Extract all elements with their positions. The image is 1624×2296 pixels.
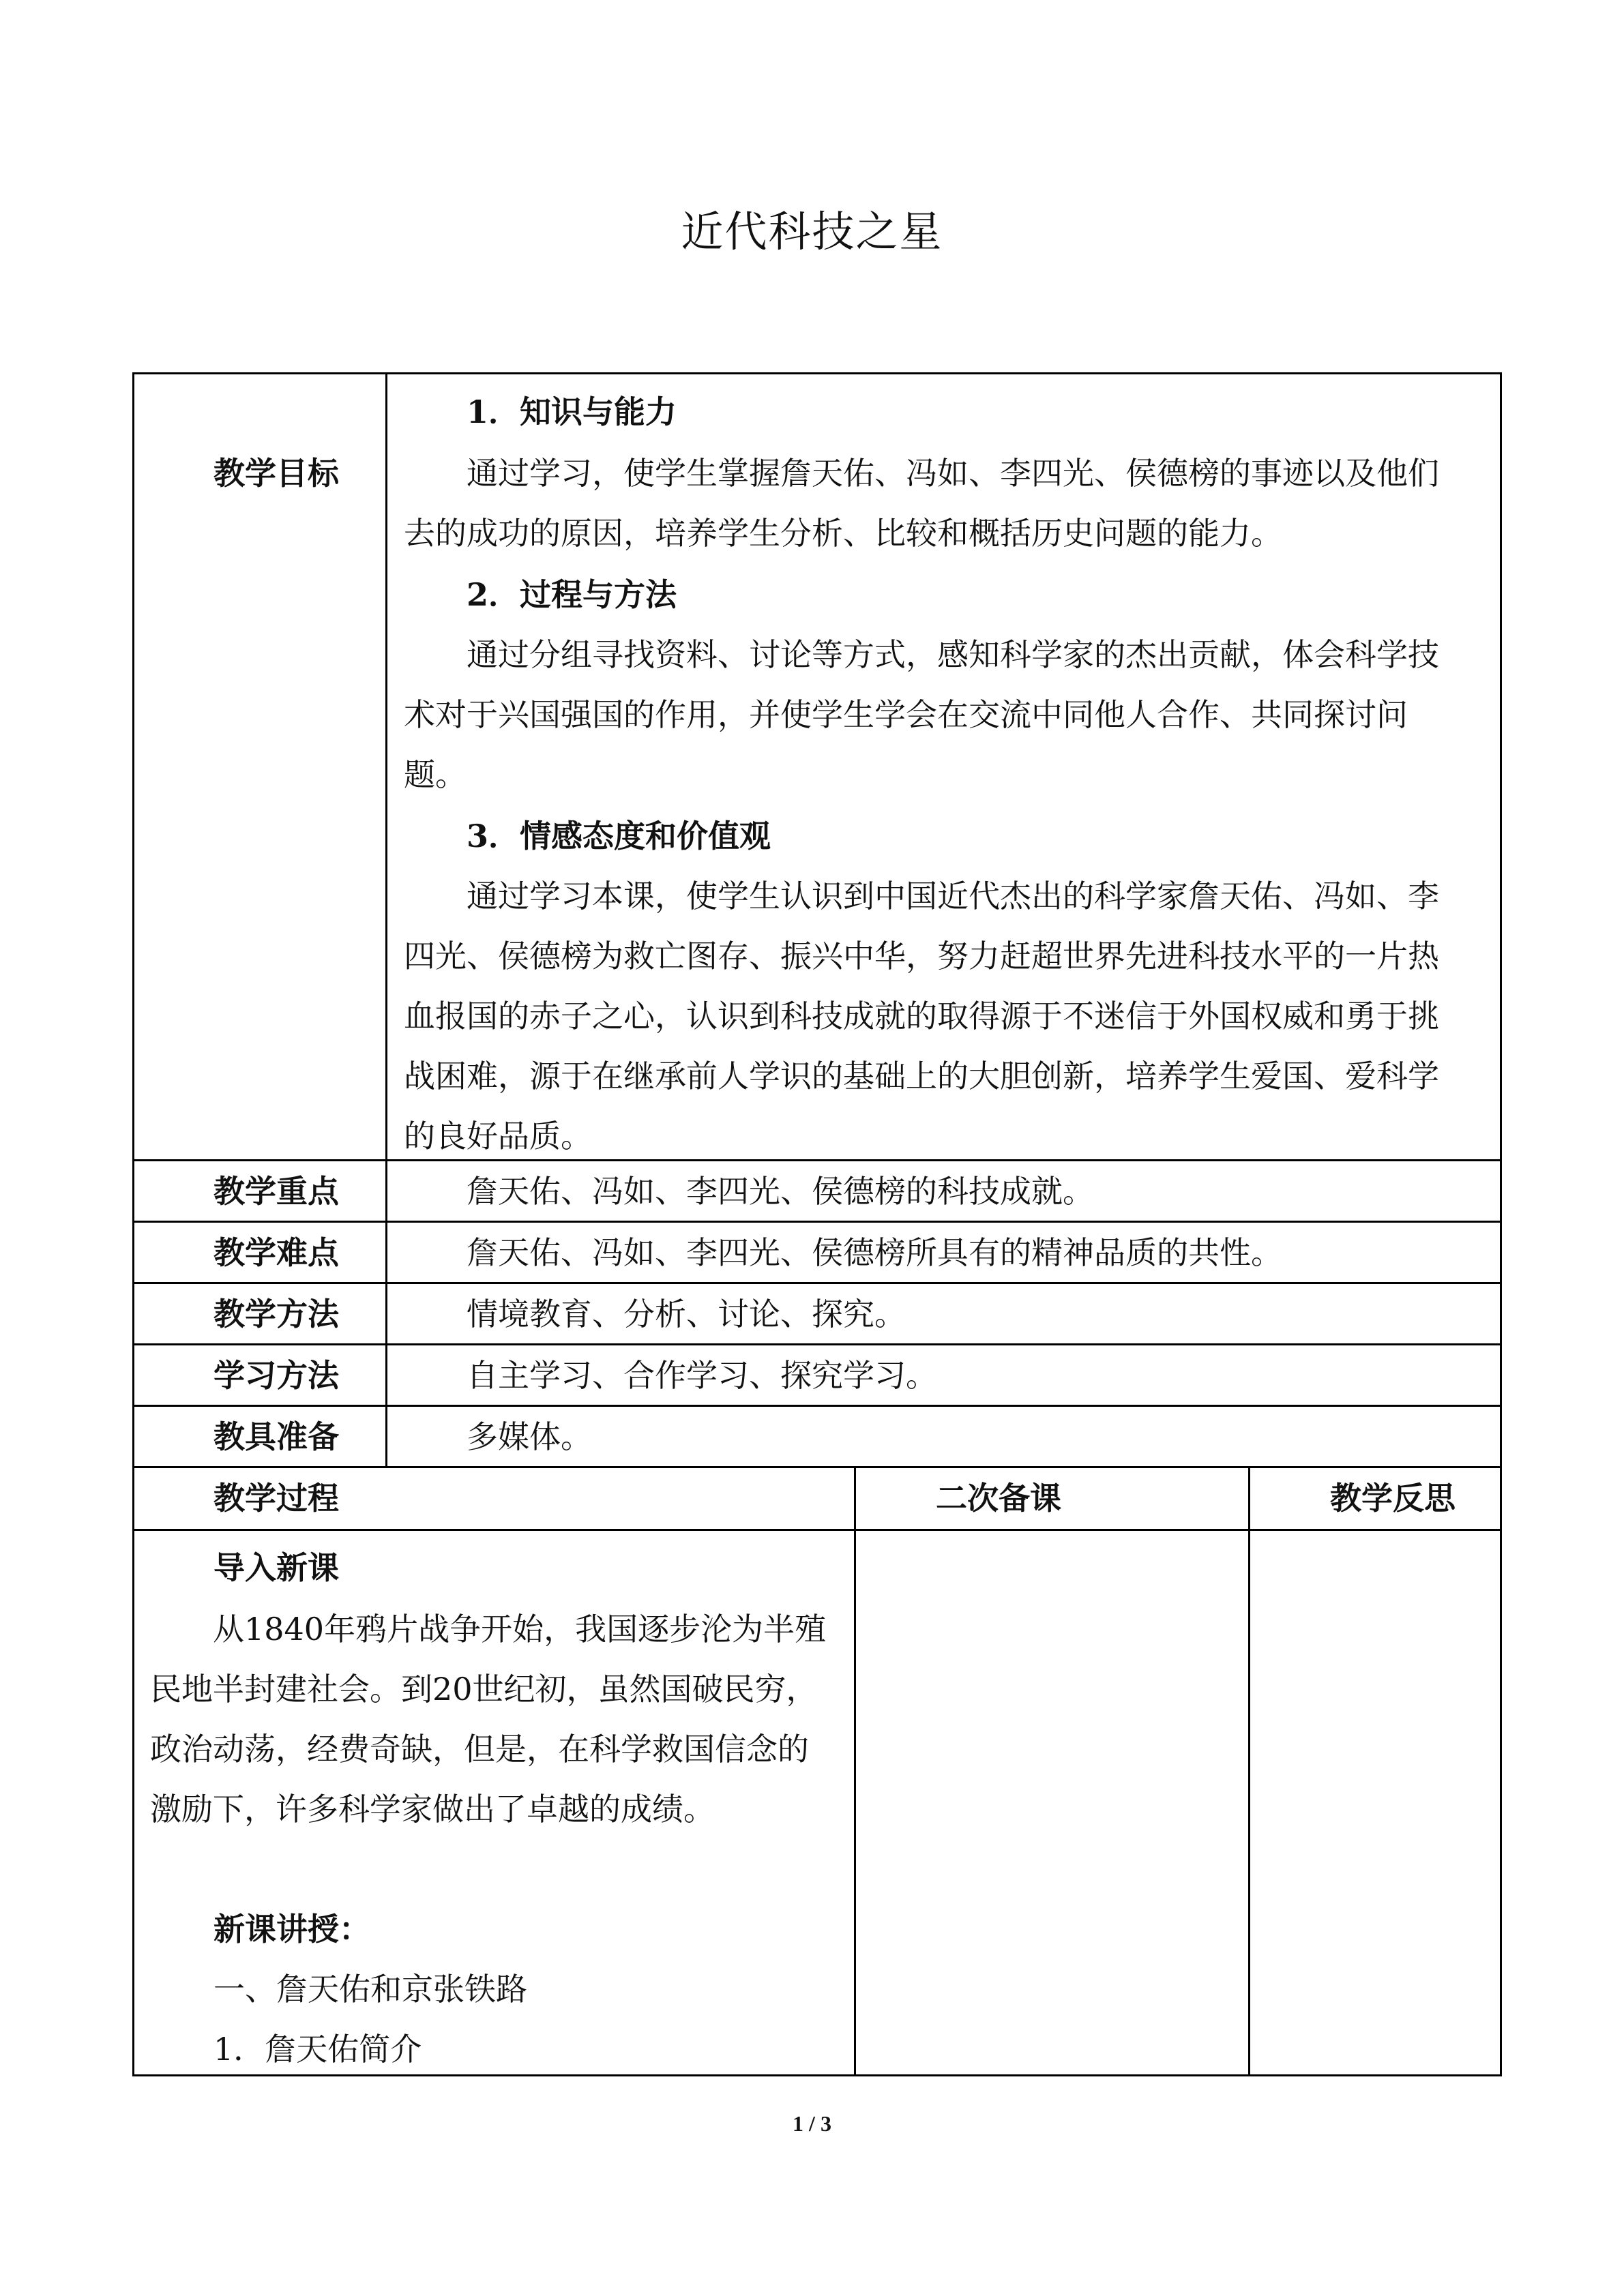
label-column-divider [385,372,387,1468]
objective-text-attitude: 通过学习本课，使学生认识到中国近代杰出的科学家詹天佑、冯如、李四光、侯德榜为救亡图存、振兴中华，努力赶超世界先进科技水平的一片热血报国的赤子之心，认识到科技成就的取得源于不迷信于外国权威和勇于挑战困难，源于在继承前人学识的基础上的大胆创新，培养学生爱国、爱科学的良好品质。 [404,878,1439,1154]
page-title: 近代科技之星 [681,207,943,256]
section-item: 1．詹天佑简介 [213,2031,422,2068]
difficulty-value: 詹天佑、冯如、李四光、侯德榜所具有的精神品质的共性。 [467,1234,1282,1271]
objective-heading-process: 2．过程与方法 [467,576,677,613]
reflection-column-header: 教学反思 [1330,1480,1456,1517]
learning-method-value: 自主学习、合作学习、探究学习。 [467,1357,937,1394]
table-right-border [1500,372,1502,2076]
teaching-method-label: 教学方法 [213,1296,339,1332]
objective-heading-knowledge: 1．知识与能力 [467,393,677,430]
intro-text: 从1840年鸦片战争开始，我国逐步沦为半殖民地半封建社会。到20世纪初，虽然国破民穷，政治动荡，经费奇缺，但是，在科学救国信念的激励下，许多科学家做出了卓越的成绩。 [150,1611,827,1828]
objective-text-knowledge: 通过学习，使学生掌握詹天佑、冯如、李四光、侯德榜的事迹以及他们去的成功的原因，培养学生分析、比较和概括历史问题的能力。 [404,455,1439,552]
focus-value: 詹天佑、冯如、李四光、侯德榜的科技成就。 [467,1173,1094,1210]
teaching-aids-value: 多媒体。 [467,1418,592,1455]
new-lesson-heading: 新课讲授： [213,1911,370,1948]
page-number: 1 / 3 [793,2111,831,2136]
table-top-border [132,372,1502,374]
difficulty-label: 教学难点 [213,1234,339,1271]
process-column-header: 教学过程 [213,1480,339,1517]
intro-heading: 导入新课 [213,1549,339,1586]
teaching-method-value: 情境教育、分析、讨论、探究。 [467,1296,906,1332]
focus-label: 教学重点 [213,1173,339,1210]
prep-column-header: 二次备课 [936,1480,1061,1517]
row-divider [132,1529,1502,1531]
teaching-aids-label: 教具准备 [213,1418,339,1455]
objectives-label: 教学目标 [213,455,339,492]
table-left-border [132,372,134,2076]
learning-method-label: 学习方法 [213,1357,339,1394]
section-heading: 一、詹天佑和京张铁路 [213,1971,527,2008]
objective-text-process: 通过分组寻找资料、讨论等方式，感知科学家的杰出贡献，体会科学技术对于兴国强国的作用，并使学生学会在交流中同他人合作、共同探讨问题。 [404,636,1439,793]
process-column-divider [854,1466,856,2076]
reflection-column-divider [1248,1466,1250,2076]
objective-heading-attitude: 3．情感态度和价值观 [467,818,771,854]
